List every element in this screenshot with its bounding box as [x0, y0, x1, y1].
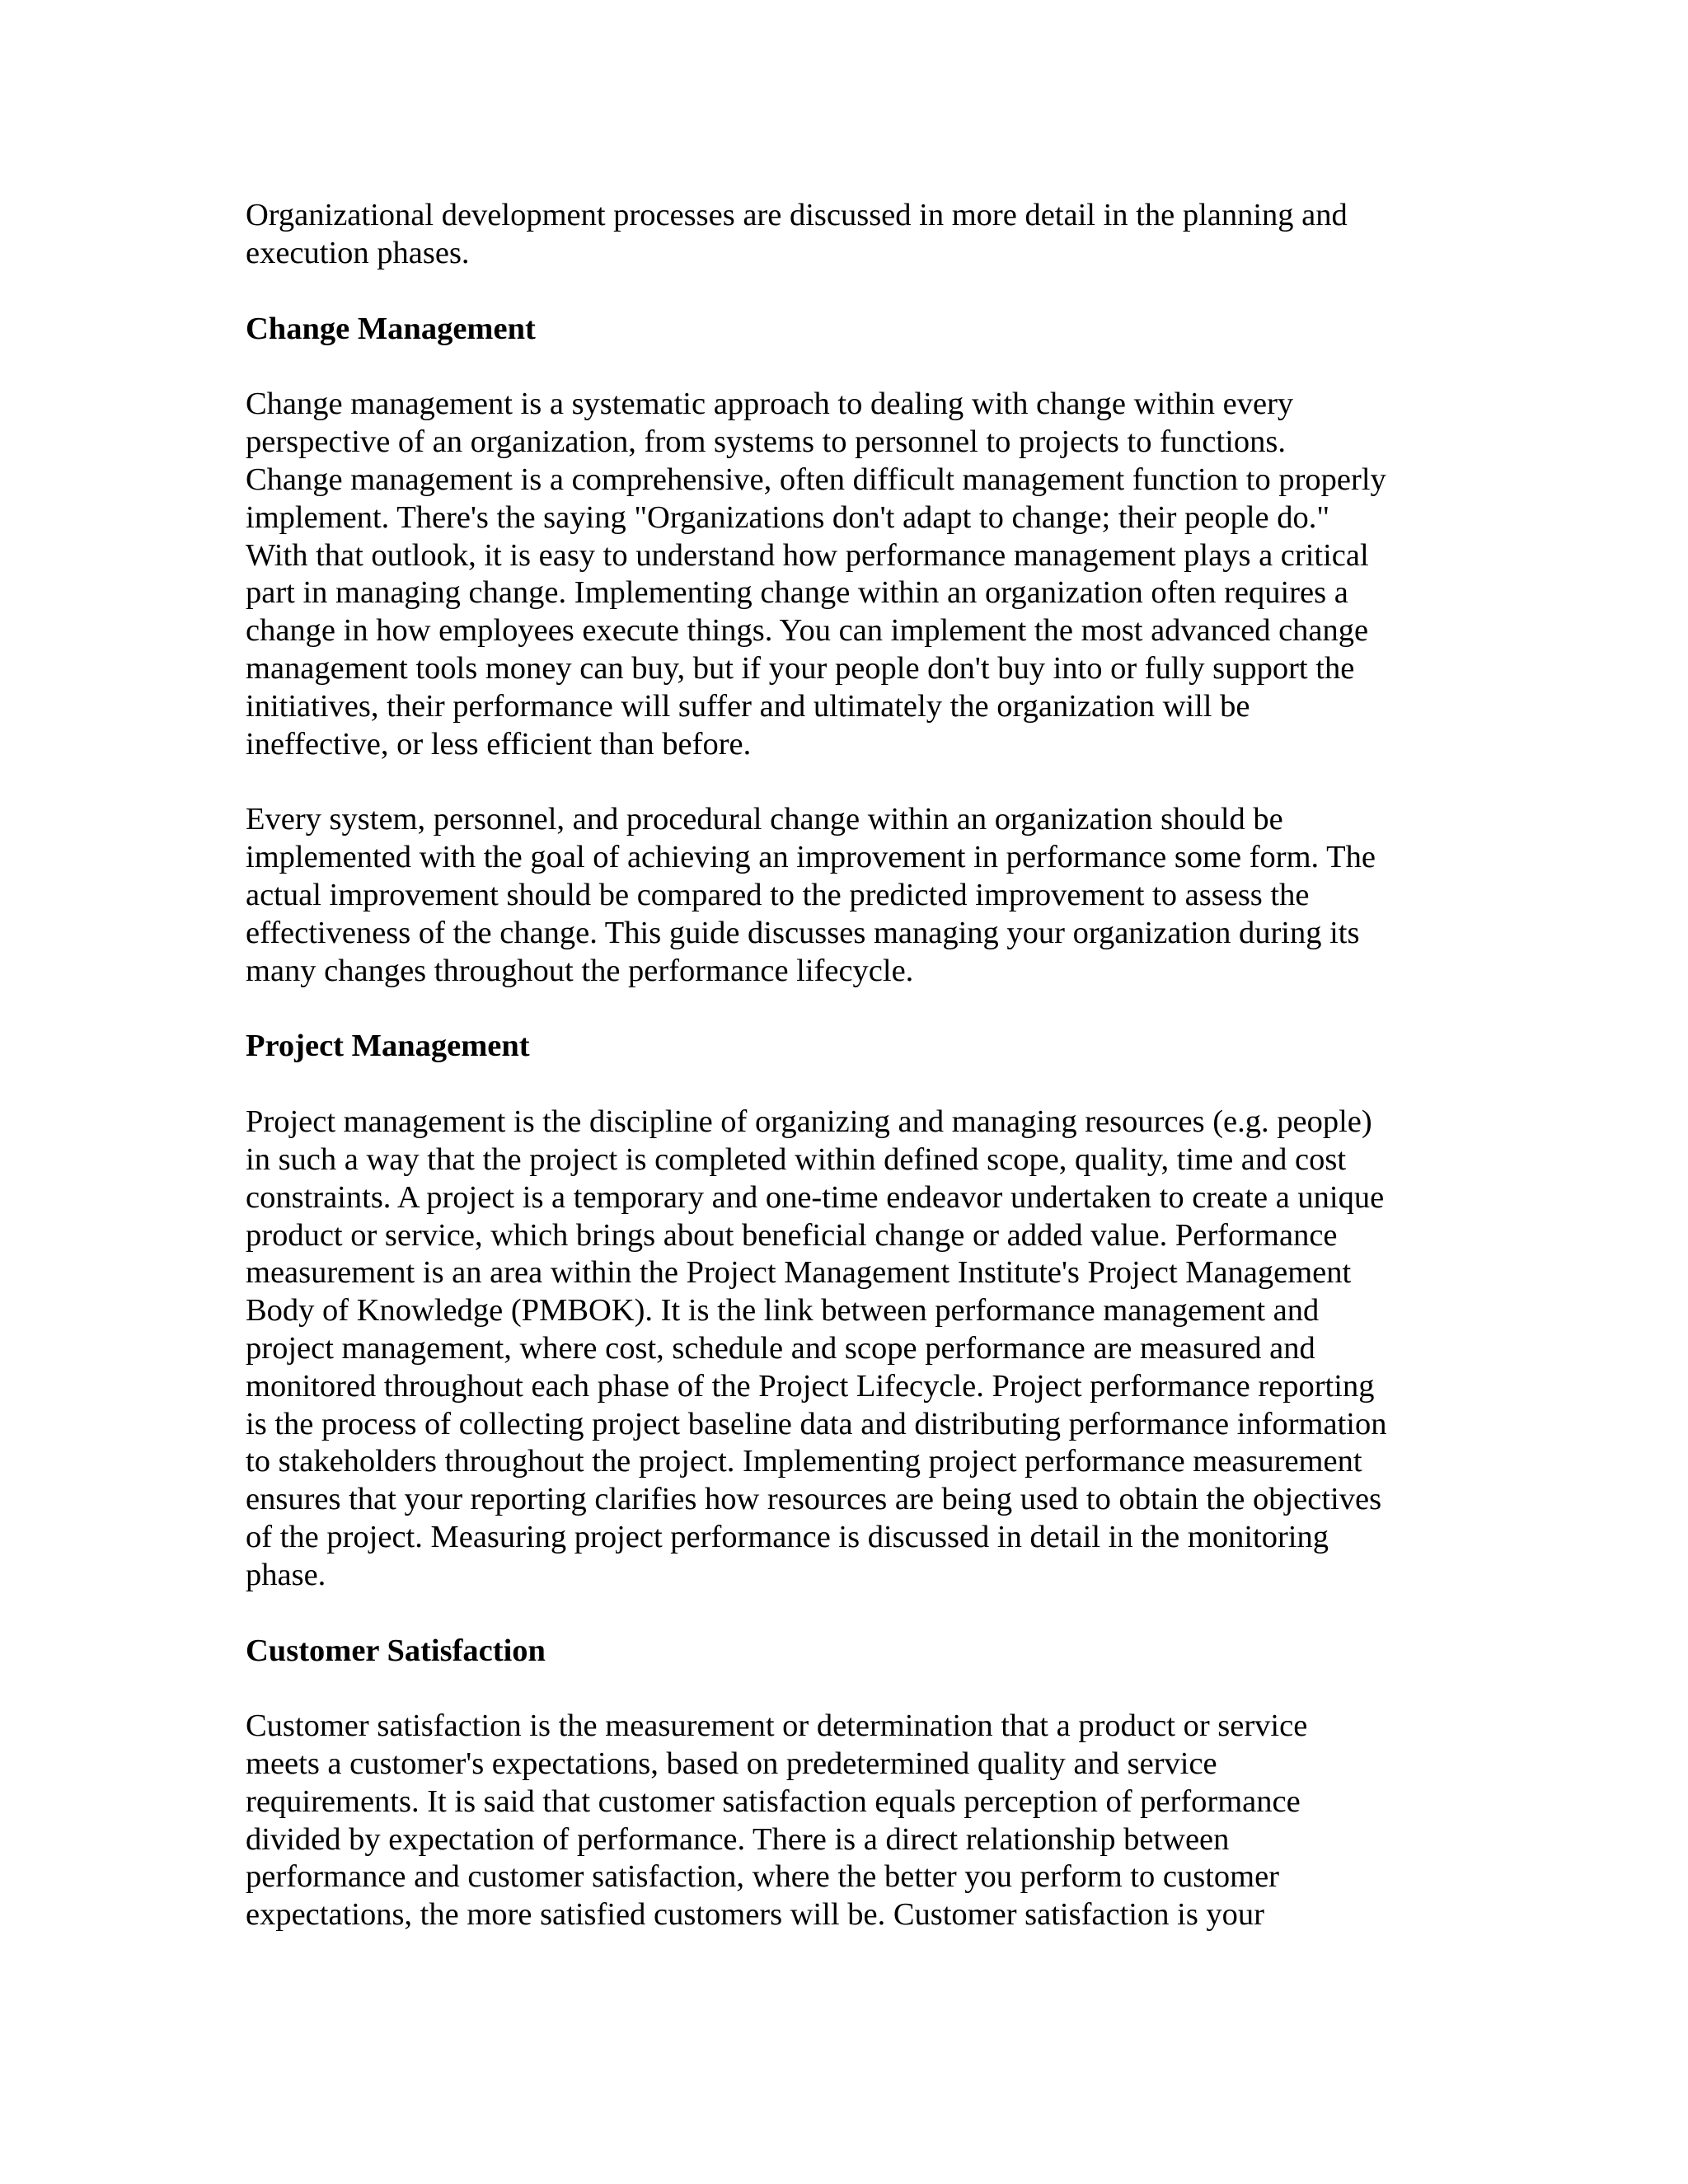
text-line: requirements. It is said that customer satisfaction equals perception of performance: [246, 1783, 1301, 1819]
text-line: Body of Knowledge (PMBOK). It is the link between performance management and: [246, 1293, 1320, 1329]
text-line: effectiveness of the change. This guide discusses managing your organization during its: [246, 915, 1360, 950]
text-line: many changes throughout the performance lifecycle.: [246, 953, 914, 988]
document-page: [246, 197, 1449, 1972]
text-line: performance and customer satisfaction, where the better you perform to customer: [246, 1859, 1279, 1895]
text-line: part in managing change. Implementing change within an organization often requires a: [246, 575, 1348, 611]
text-line: product or service, which brings about beneficial change or added value. Performance: [246, 1217, 1338, 1253]
text-line: expectations, the more satisfied customers will be. Customer satisfaction is your: [246, 1897, 1265, 1933]
text-line: ineffective, or less efficient than before.: [246, 726, 752, 762]
text-line: of the project. Measuring project performance is discussed in detail in the monitoring: [246, 1519, 1329, 1554]
text-line: constraints. A project is a temporary and one-time endeavor undertaken to create a unique: [246, 1179, 1385, 1215]
text-line: Change Management: [246, 311, 536, 346]
text-line: is the process of collecting project baseline data and distributing performance information: [246, 1406, 1387, 1441]
paragraph-change-management-1: [246, 386, 1449, 763]
text-line: perspective of an organization, from systems to personnel to projects to functions.: [246, 424, 1287, 460]
paragraph-project-management: [246, 1104, 1449, 1594]
heading-customer-satisfaction: [246, 1633, 1449, 1671]
text-line: implement. There's the saying "Organizations don't adapt to change; their people do.": [246, 499, 1330, 535]
text-line: management tools money can buy, but if your people don't buy into or fully support the: [246, 650, 1355, 686]
text-line: Project management is the discipline of organizing and managing resources (e.g. people): [246, 1104, 1372, 1140]
text-line: project management, where cost, schedule and scope performance are measured and: [246, 1330, 1315, 1366]
text-line: With that outlook, it is easy to understand how performance management plays a critical: [246, 537, 1369, 573]
text-line: ensures that your reporting clarifies how resources are being used to obtain the objectives: [246, 1482, 1382, 1517]
paragraph-change-management-2: [246, 801, 1449, 990]
text-line: monitored throughout each phase of the Project Lifecycle. Project performance reporting: [246, 1368, 1375, 1404]
text-line: Change management is a comprehensive, often difficult management function to properly: [246, 462, 1386, 497]
text-line: to stakeholders throughout the project. Implementing project performance measurement: [246, 1444, 1362, 1479]
text-line: divided by expectation of performance. There is a direct relationship between: [246, 1821, 1230, 1857]
text-line: Organizational development processes are discussed in more detail in the planning and: [246, 198, 1348, 232]
text-line: initiatives, their performance will suffer and ultimately the organization will be: [246, 688, 1250, 724]
heading-change-management: [246, 311, 1449, 349]
text-line: Every system, personnel, and procedural change within an organization should be: [246, 802, 1283, 837]
text-line: actual improvement should be compared to the predicted improvement to assess the: [246, 877, 1310, 912]
text-line: phase.: [246, 1557, 326, 1592]
text-line: in such a way that the project is completed within defined scope, quality, time and cost: [246, 1141, 1347, 1177]
paragraph-customer-satisfaction: [246, 1708, 1449, 1934]
heading-project-management: [246, 1028, 1449, 1066]
paragraph-intro: [246, 197, 1449, 273]
text-line: Change management is a systematic approach to dealing with change within every: [246, 387, 1294, 422]
text-line: change in how employees execute things. You can implement the most advanced change: [246, 613, 1369, 649]
text-line: Project Management: [246, 1029, 530, 1064]
text-line: meets a customer's expectations, based on predetermined quality and service: [246, 1746, 1217, 1782]
text-line: Customer satisfaction is the measurement or determination that a product or service: [246, 1708, 1308, 1744]
text-line: implemented with the goal of achieving an improvement in performance some form. The: [246, 840, 1376, 875]
text-line: execution phases.: [246, 235, 470, 270]
text-line: Customer Satisfaction: [246, 1633, 546, 1668]
text-line: measurement is an area within the Project Management Institute's Project Management: [246, 1255, 1352, 1291]
